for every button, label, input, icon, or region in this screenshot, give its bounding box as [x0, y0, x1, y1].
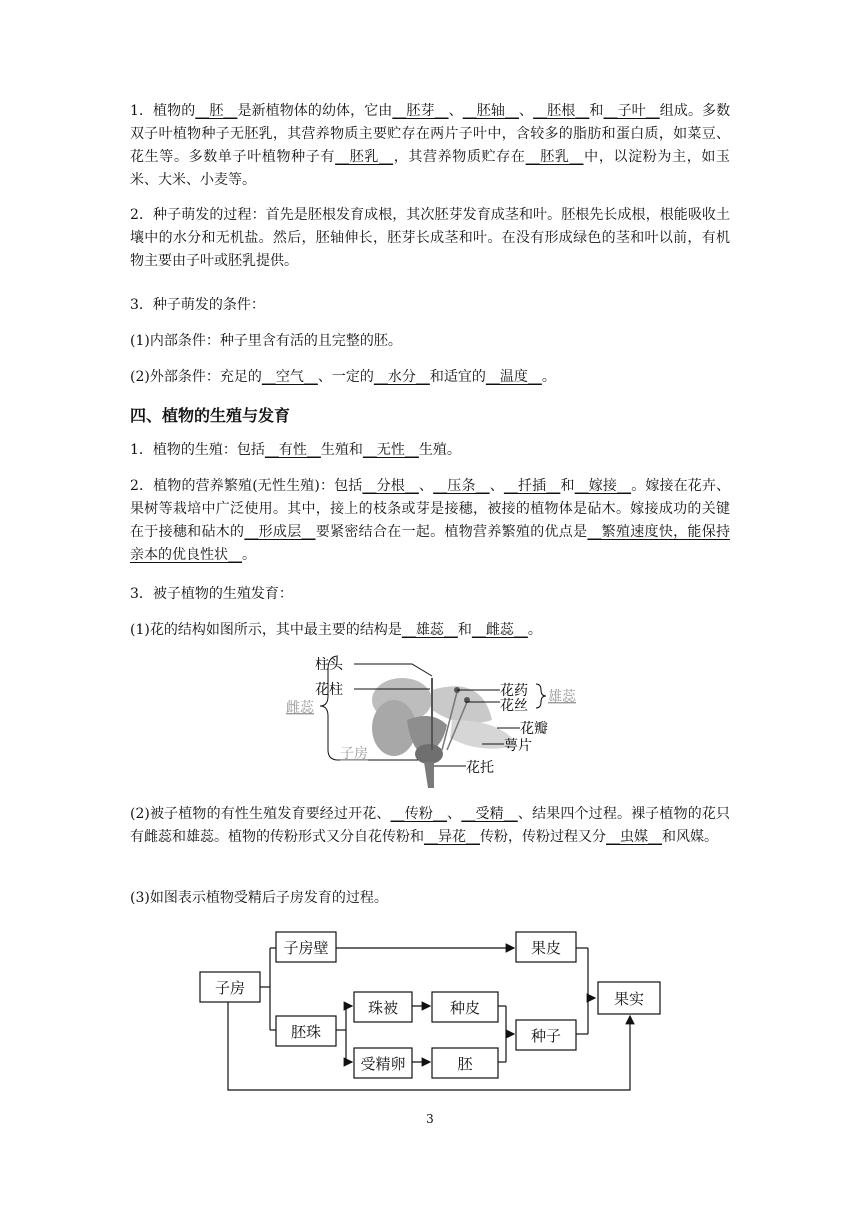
text: 生殖和: [320, 442, 363, 458]
answer-blank: __温度__: [485, 369, 542, 385]
answer-blank: __虫媒__: [606, 829, 662, 845]
paragraph-ovary-development: (3)如图表示植物受精后子房发育的过程。: [130, 890, 388, 906]
text: 。: [242, 547, 256, 563]
answer-blank: __传粉__: [390, 806, 447, 822]
text: (1)花的结构如图所示，其中最主要的结构是: [130, 622, 402, 638]
stamen-label: 雄蕊: [548, 689, 576, 705]
answer-blank: __压条__: [433, 478, 490, 494]
answer-blank: __子叶__: [603, 103, 660, 119]
text: 和适宜的: [429, 369, 486, 385]
text: 。: [527, 622, 542, 638]
answer-blank: __形成层__: [244, 524, 316, 540]
text: 、: [418, 478, 434, 494]
paragraph-internal-condition: (1)内部条件：种子里含有活的且完整的胚。: [130, 333, 402, 349]
text: 和: [457, 622, 472, 638]
anther-label: 花药: [500, 683, 528, 699]
text: 、: [448, 103, 463, 119]
text: 。嫁接在花卉、果树等栽培中广泛使用。其中，接上的枝条或芽是接穗，被接的植物体是砧木。嫁接成功的关键在于接穗和砧木的: [130, 478, 731, 540]
paragraph-germination-process: 2．种子萌发的过程：首先是胚根发育成根，其次胚芽发育成茎和叶。胚根先长成根，根能吸收土壤中的水分和无机盐。然后，胚轴伸长，胚芽长成茎和叶。在没有形成绿色的茎和叶以前，有机物主要由子叶或胚乳提供。: [130, 207, 730, 269]
ovary-flowchart: [190, 920, 670, 1100]
answer-blank: __有性__: [264, 442, 321, 458]
text: 和: [589, 103, 604, 119]
style-label: 花柱: [315, 682, 343, 698]
ovary-label: 子房: [340, 746, 368, 762]
text: 和: [560, 478, 575, 494]
answer-blank: __胚芽__: [392, 103, 449, 119]
pistil-label: 雌蕊: [286, 700, 314, 716]
flow-integument: 珠被: [367, 999, 399, 1017]
text: 要紧密结合在一起。植物营养繁殖的优点是: [315, 524, 588, 540]
text: 1．植物的: [130, 103, 196, 119]
text: (2)外部条件：充足的: [130, 369, 262, 385]
text: 、一定的: [317, 369, 374, 385]
paragraph-angiosperm: 3．被子植物的生殖发育：: [130, 586, 293, 602]
answer-blank: __扦插__: [503, 478, 561, 494]
paragraph-vegetative-propagation: [130, 475, 730, 567]
text: 。: [541, 369, 556, 385]
answer-blank: __胚乳__: [335, 149, 394, 165]
flow-embryo: 胚: [457, 1055, 473, 1073]
answer-blank: __雄蕊__: [401, 622, 458, 638]
text: 、: [447, 806, 462, 822]
answer-blank: __胚轴__: [462, 103, 519, 119]
text: ，其营养物质贮存在: [393, 149, 526, 165]
answer-blank: __无性__: [362, 442, 419, 458]
paragraph-reproduction: [130, 439, 730, 462]
text: 是新植物体的幼体，它由: [237, 103, 393, 119]
flow-ovule: 胚珠: [290, 1023, 322, 1041]
flow-boxes: [200, 932, 660, 1078]
text: 组成。多数双子叶植物种子无胚乳，其营养物质主要贮存在两片子叶中，含较多的脂肪和蛋白质，如菜豆、花生等。多数单子叶植物种子有: [130, 103, 731, 165]
flow-seed: 种子: [530, 1027, 562, 1045]
answer-blank: __繁殖速度快，能保持亲本的优良性状__: [130, 524, 731, 563]
flow-zygote: 受精卵: [360, 1055, 406, 1073]
text: 、结果四个过程。裸子植物的花只有雌蕊和雄蕊。植物的传粉形式又分自花传粉和: [130, 806, 731, 845]
text: 中，以淀粉为主，如玉米、大米、小麦等。: [130, 149, 731, 188]
answer-blank: __异花__: [424, 829, 480, 845]
answer-blank: __受精__: [461, 806, 518, 822]
answer-blank: __水分__: [373, 369, 430, 385]
answer-blank: __分根__: [362, 478, 419, 494]
flow-pericarp: 果皮: [530, 939, 562, 957]
page-number: 3: [426, 1112, 434, 1126]
text: 、: [518, 103, 534, 119]
paragraph-flower-structure: [130, 619, 730, 642]
flow-fruit: 果实: [613, 990, 645, 1008]
answer-blank: __雌蕊__: [471, 622, 528, 638]
receptacle-label: 花托: [466, 760, 494, 776]
filament-label: 花丝: [500, 698, 528, 714]
text: 传粉，传粉过程又分: [480, 829, 606, 845]
answer-blank: __胚根__: [533, 103, 590, 119]
text: 生殖。: [418, 442, 461, 458]
flow-ovary-wall: 子房壁: [283, 939, 329, 957]
answer-blank: __胚乳__: [525, 149, 584, 165]
flower-illustration: [372, 678, 517, 788]
paragraph-germination-conditions: 3．种子萌发的条件：: [130, 297, 265, 313]
text: 和风媒。: [662, 829, 718, 845]
paragraph-external-condition: [130, 366, 730, 389]
answer-blank: __嫁接__: [574, 478, 632, 494]
answer-blank: __胚__: [195, 103, 238, 119]
flow-ovary: 子房: [214, 979, 246, 997]
paragraph-embryo: [130, 100, 730, 192]
sepal-label: 萼片: [504, 738, 532, 754]
text: 1．植物的生殖：包括: [130, 442, 265, 458]
paragraph-sexual-reproduction: [130, 803, 730, 849]
text: 、: [489, 478, 504, 494]
section-heading: 四、植物的生殖与发育: [130, 406, 291, 425]
stigma-label: 柱头: [315, 657, 343, 673]
answer-blank: __空气__: [261, 369, 318, 385]
flower-diagram: [282, 650, 582, 792]
flow-seed-coat: 种皮: [449, 999, 481, 1017]
text: 2．植物的营养繁殖(无性生殖)：包括: [130, 478, 363, 494]
petal-label: 花瓣: [520, 721, 548, 737]
text: (2)被子植物的有性生殖发育要经过开花、: [130, 806, 391, 822]
